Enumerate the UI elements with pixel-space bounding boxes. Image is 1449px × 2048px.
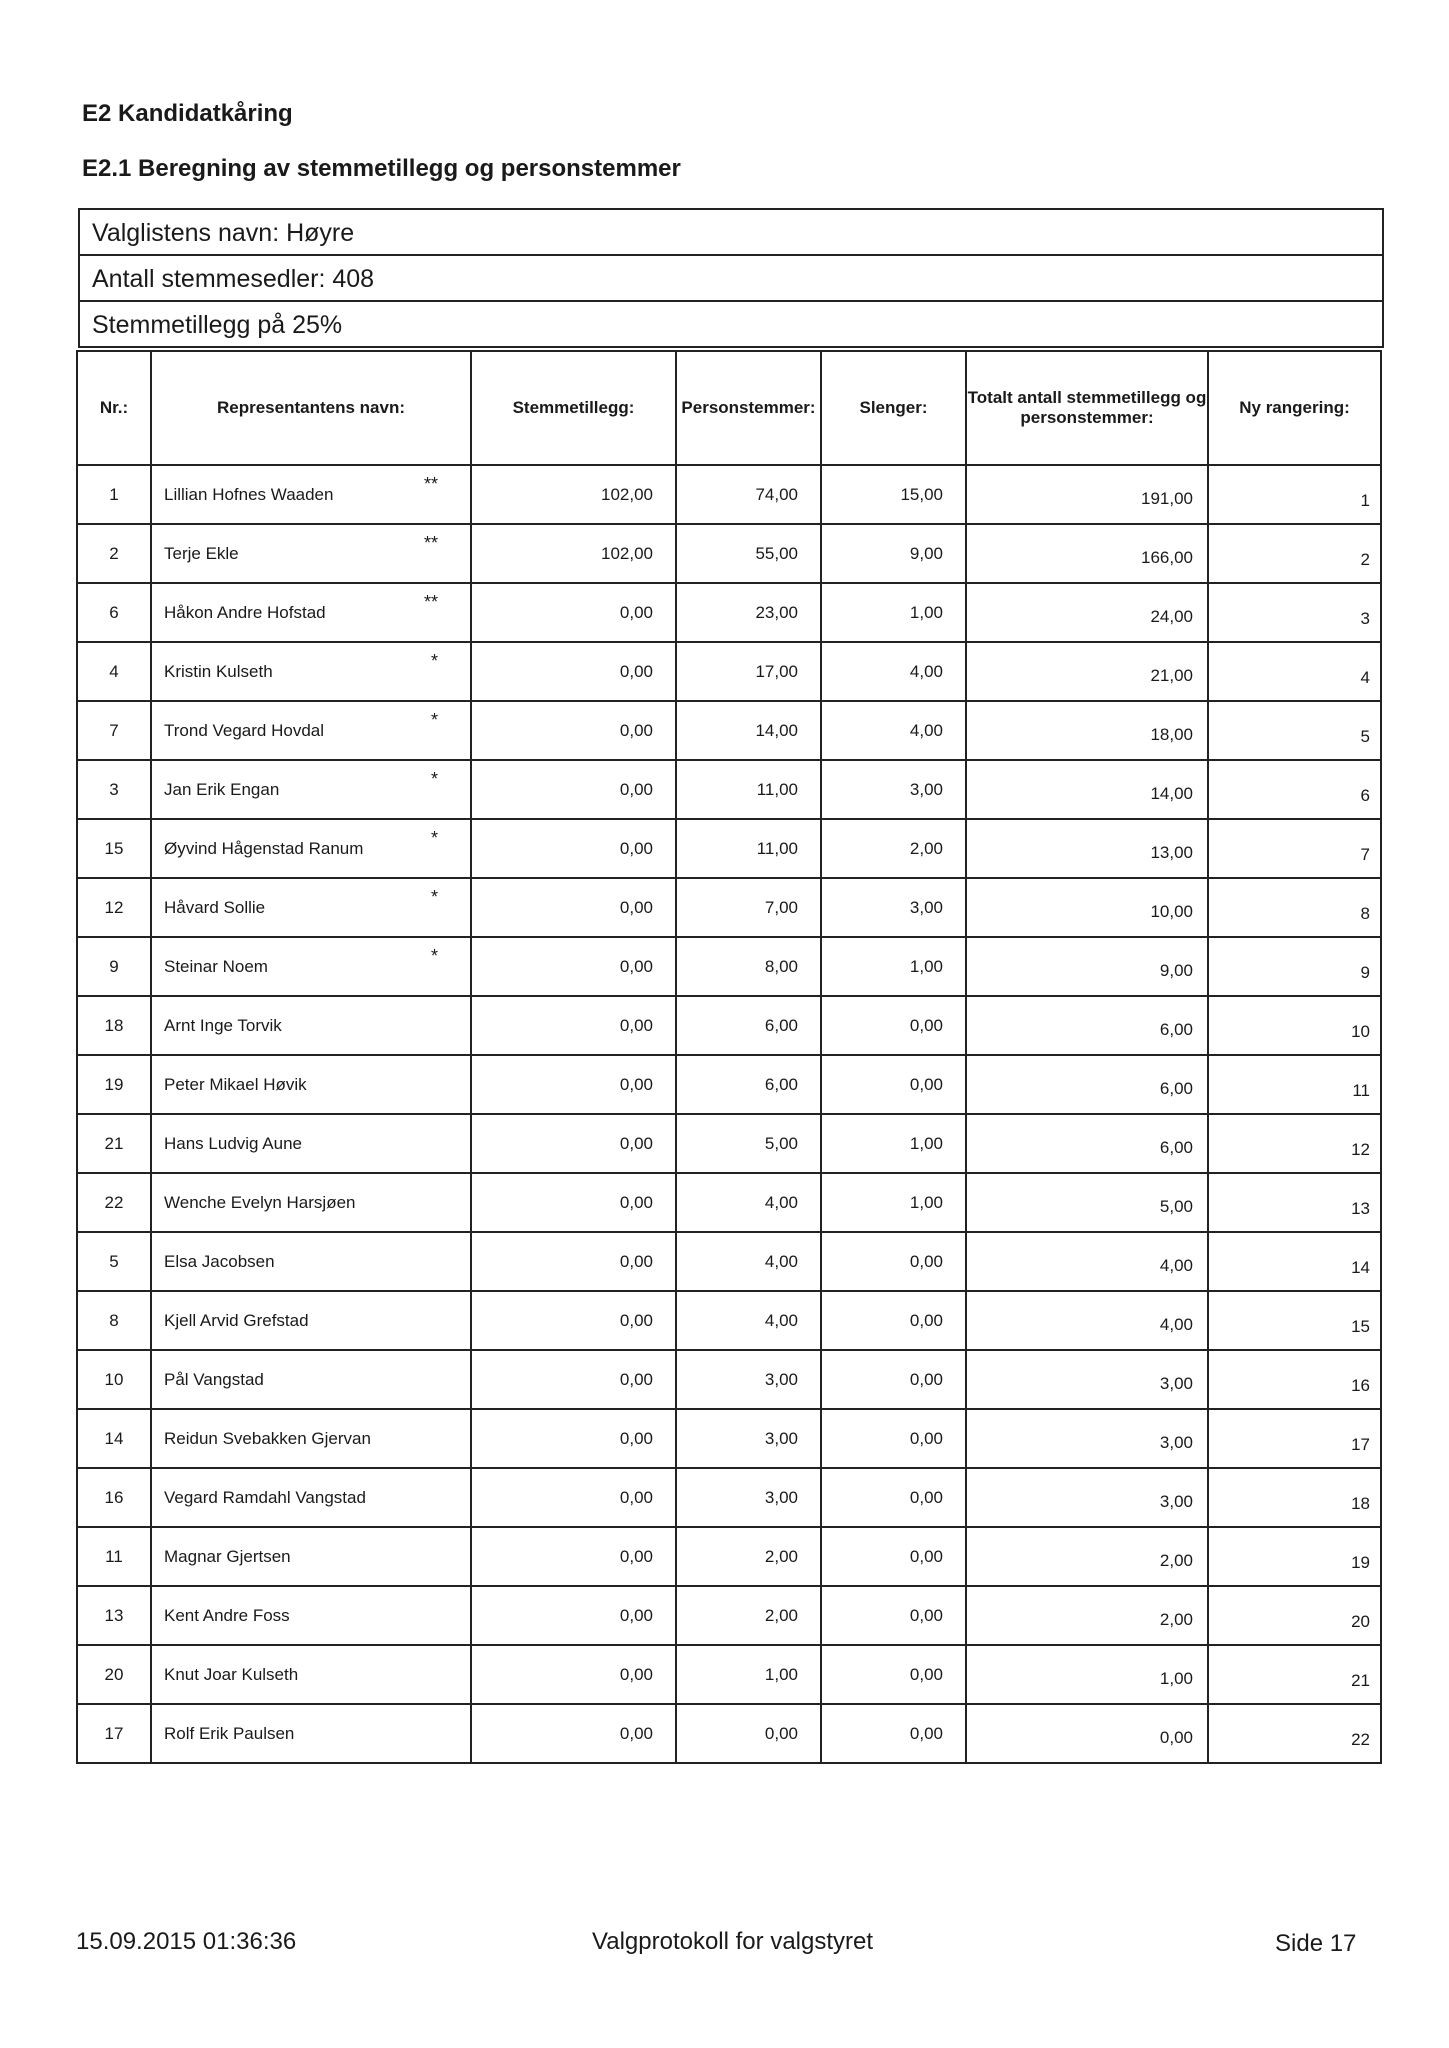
cell-total: 3,00 <box>966 1350 1208 1409</box>
cell-rank: 10 <box>1208 996 1381 1055</box>
cell-name <box>151 1350 471 1409</box>
priority-stars: ** <box>423 592 438 612</box>
cell-nr: 11 <box>77 1527 151 1586</box>
priority-stars: * <box>430 946 438 966</box>
cell-bonus: 102,00 <box>471 465 676 524</box>
cell-total: 2,00 <box>966 1527 1208 1586</box>
table-header-row <box>77 351 1381 465</box>
representative-name: Steinar Noem <box>164 956 268 976</box>
priority-stars: * <box>430 828 438 848</box>
cell-nr: 6 <box>77 583 151 642</box>
list-name: Valglistens navn: Høyre <box>80 210 1382 256</box>
cell-slenger: 0,00 <box>821 1291 966 1350</box>
header-nr: Nr.: <box>77 351 151 465</box>
cell-rank: 6 <box>1208 760 1381 819</box>
representative-name: Lillian Hofnes Waaden <box>164 484 334 504</box>
cell-nr: 10 <box>77 1350 151 1409</box>
cell-nr: 7 <box>77 701 151 760</box>
cell-personal: 11,00 <box>676 819 821 878</box>
cell-total: 4,00 <box>966 1291 1208 1350</box>
cell-bonus: 0,00 <box>471 701 676 760</box>
cell-bonus: 0,00 <box>471 583 676 642</box>
priority-stars: ** <box>423 533 438 553</box>
cell-personal: 3,00 <box>676 1350 821 1409</box>
cell-name <box>151 760 471 819</box>
header-total: Totalt antall stemmetillegg og personstemmer: <box>966 351 1208 465</box>
footer-timestamp: 15.09.2015 01:36:36 <box>76 1928 297 1955</box>
table-row <box>77 1645 1381 1704</box>
cell-rank: 17 <box>1208 1409 1381 1468</box>
table-row <box>77 701 1381 760</box>
cell-total: 14,00 <box>966 760 1208 819</box>
cell-total: 21,00 <box>966 642 1208 701</box>
table-row <box>77 878 1381 937</box>
cell-name <box>151 465 471 524</box>
cell-bonus: 0,00 <box>471 1173 676 1232</box>
cell-bonus: 0,00 <box>471 819 676 878</box>
cell-rank: 19 <box>1208 1527 1381 1586</box>
cell-slenger: 0,00 <box>821 1350 966 1409</box>
cell-personal: 55,00 <box>676 524 821 583</box>
cell-personal: 4,00 <box>676 1232 821 1291</box>
cell-total: 6,00 <box>966 996 1208 1055</box>
cell-bonus: 0,00 <box>471 1704 676 1763</box>
cell-slenger: 0,00 <box>821 1527 966 1586</box>
cell-name <box>151 1527 471 1586</box>
cell-name <box>151 642 471 701</box>
cell-nr: 12 <box>77 878 151 937</box>
cell-personal: 23,00 <box>676 583 821 642</box>
cell-name <box>151 819 471 878</box>
table-row <box>77 760 1381 819</box>
table-row <box>77 1527 1381 1586</box>
footer-title: Valgprotokoll for valgstyret <box>592 1928 874 1955</box>
cell-slenger: 1,00 <box>821 583 966 642</box>
cell-bonus: 0,00 <box>471 937 676 996</box>
priority-stars: * <box>430 651 438 671</box>
header-rank: Ny rangering: <box>1208 351 1381 465</box>
cell-total: 13,00 <box>966 819 1208 878</box>
priority-stars: * <box>430 887 438 907</box>
cell-slenger: 0,00 <box>821 996 966 1055</box>
cell-personal: 0,00 <box>676 1704 821 1763</box>
cell-slenger: 15,00 <box>821 465 966 524</box>
table-row <box>77 1055 1381 1114</box>
cell-nr: 9 <box>77 937 151 996</box>
cell-nr: 15 <box>77 819 151 878</box>
priority-stars: * <box>430 769 438 789</box>
cell-name <box>151 878 471 937</box>
table-row <box>77 1350 1381 1409</box>
cell-slenger: 0,00 <box>821 1409 966 1468</box>
cell-slenger: 2,00 <box>821 819 966 878</box>
cell-total: 4,00 <box>966 1232 1208 1291</box>
cell-nr: 19 <box>77 1055 151 1114</box>
ballot-count: Antall stemmesedler: 408 <box>80 256 1382 302</box>
table-body <box>77 465 1381 1763</box>
cell-total: 6,00 <box>966 1114 1208 1173</box>
cell-nr: 3 <box>77 760 151 819</box>
cell-total: 6,00 <box>966 1055 1208 1114</box>
cell-personal: 1,00 <box>676 1645 821 1704</box>
cell-bonus: 0,00 <box>471 996 676 1055</box>
table-row <box>77 524 1381 583</box>
representative-name: Knut Joar Kulseth <box>164 1664 299 1684</box>
table-row <box>77 583 1381 642</box>
cell-personal: 11,00 <box>676 760 821 819</box>
cell-personal: 7,00 <box>676 878 821 937</box>
cell-rank: 15 <box>1208 1291 1381 1350</box>
cell-personal: 14,00 <box>676 701 821 760</box>
cell-nr: 1 <box>77 465 151 524</box>
cell-total: 1,00 <box>966 1645 1208 1704</box>
cell-nr: 2 <box>77 524 151 583</box>
cell-slenger: 0,00 <box>821 1704 966 1763</box>
representative-name: Elsa Jacobsen <box>164 1251 275 1271</box>
cell-personal: 4,00 <box>676 1291 821 1350</box>
cell-name <box>151 524 471 583</box>
representative-name: Øyvind Hågenstad Ranum <box>164 838 364 858</box>
representative-name: Rolf Erik Paulsen <box>164 1723 295 1743</box>
cell-rank: 20 <box>1208 1586 1381 1645</box>
cell-rank: 7 <box>1208 819 1381 878</box>
section-title: E2 Kandidatkåring <box>82 100 293 127</box>
footer-page-number: Side 17 <box>1275 1930 1357 1957</box>
cell-slenger: 3,00 <box>821 760 966 819</box>
cell-name <box>151 996 471 1055</box>
cell-bonus: 0,00 <box>471 878 676 937</box>
header-bonus: Stemmetillegg: <box>471 351 676 465</box>
cell-personal: 4,00 <box>676 1173 821 1232</box>
representative-name: Kjell Arvid Grefstad <box>164 1310 309 1330</box>
table-row <box>77 1586 1381 1645</box>
cell-rank: 1 <box>1208 465 1381 524</box>
cell-total: 5,00 <box>966 1173 1208 1232</box>
cell-name <box>151 1704 471 1763</box>
cell-nr: 8 <box>77 1291 151 1350</box>
table-row <box>77 1232 1381 1291</box>
cell-bonus: 0,00 <box>471 1114 676 1173</box>
cell-bonus: 0,00 <box>471 1409 676 1468</box>
cell-slenger: 0,00 <box>821 1232 966 1291</box>
cell-slenger: 1,00 <box>821 937 966 996</box>
cell-bonus: 102,00 <box>471 524 676 583</box>
table-row <box>77 642 1381 701</box>
cell-total: 191,00 <box>966 465 1208 524</box>
cell-rank: 22 <box>1208 1704 1381 1763</box>
cell-nr: 20 <box>77 1645 151 1704</box>
cell-bonus: 0,00 <box>471 642 676 701</box>
cell-name <box>151 1645 471 1704</box>
header-slenger: Slenger: <box>821 351 966 465</box>
table-row <box>77 465 1381 524</box>
cell-rank: 9 <box>1208 937 1381 996</box>
priority-stars: * <box>430 710 438 730</box>
cell-name <box>151 937 471 996</box>
table-row <box>77 996 1381 1055</box>
table-row <box>77 937 1381 996</box>
priority-stars: ** <box>423 474 438 494</box>
cell-personal: 74,00 <box>676 465 821 524</box>
cell-rank: 14 <box>1208 1232 1381 1291</box>
cell-slenger: 4,00 <box>821 701 966 760</box>
cell-bonus: 0,00 <box>471 1055 676 1114</box>
cell-name <box>151 1468 471 1527</box>
cell-name <box>151 1173 471 1232</box>
table-row <box>77 1114 1381 1173</box>
cell-nr: 17 <box>77 1704 151 1763</box>
cell-slenger: 1,00 <box>821 1114 966 1173</box>
table-row <box>77 1409 1381 1468</box>
cell-slenger: 0,00 <box>821 1645 966 1704</box>
cell-bonus: 0,00 <box>471 1468 676 1527</box>
subsection-title: E2.1 Beregning av stemmetillegg og personstemmer <box>82 155 681 182</box>
cell-bonus: 0,00 <box>471 1291 676 1350</box>
cell-total: 3,00 <box>966 1409 1208 1468</box>
cell-nr: 21 <box>77 1114 151 1173</box>
cell-personal: 3,00 <box>676 1409 821 1468</box>
cell-name <box>151 1291 471 1350</box>
header-name: Representantens navn: <box>151 351 471 465</box>
cell-rank: 16 <box>1208 1350 1381 1409</box>
cell-nr: 18 <box>77 996 151 1055</box>
cell-slenger: 1,00 <box>821 1173 966 1232</box>
cell-total: 24,00 <box>966 583 1208 642</box>
cell-rank: 12 <box>1208 1114 1381 1173</box>
representative-name: Håkon Andre Hofstad <box>164 602 326 622</box>
cell-personal: 6,00 <box>676 1055 821 1114</box>
cell-nr: 13 <box>77 1586 151 1645</box>
cell-rank: 3 <box>1208 583 1381 642</box>
cell-total: 166,00 <box>966 524 1208 583</box>
header-personal: Personstemmer: <box>676 351 821 465</box>
representative-name: Håvard Sollie <box>164 897 266 917</box>
cell-bonus: 0,00 <box>471 760 676 819</box>
cell-total: 0,00 <box>966 1704 1208 1763</box>
cell-nr: 4 <box>77 642 151 701</box>
cell-personal: 6,00 <box>676 996 821 1055</box>
cell-bonus: 0,00 <box>471 1586 676 1645</box>
table-row <box>77 1704 1381 1763</box>
cell-personal: 8,00 <box>676 937 821 996</box>
representative-name: Jan Erik Engan <box>164 779 280 799</box>
cell-slenger: 0,00 <box>821 1468 966 1527</box>
cell-slenger: 4,00 <box>821 642 966 701</box>
representative-name: Trond Vegard Hovdal <box>164 720 325 740</box>
representative-name: Pål Vangstad <box>164 1369 264 1389</box>
cell-name <box>151 1586 471 1645</box>
representative-name: Kent Andre Foss <box>164 1605 290 1625</box>
cell-rank: 5 <box>1208 701 1381 760</box>
cell-total: 2,00 <box>966 1586 1208 1645</box>
table-row <box>77 819 1381 878</box>
cell-slenger: 0,00 <box>821 1586 966 1645</box>
representative-name: Arnt Inge Torvik <box>164 1015 282 1035</box>
cell-personal: 17,00 <box>676 642 821 701</box>
cell-name <box>151 701 471 760</box>
representative-name: Peter Mikael Høvik <box>164 1074 307 1094</box>
cell-total: 3,00 <box>966 1468 1208 1527</box>
cell-name <box>151 1114 471 1173</box>
cell-nr: 16 <box>77 1468 151 1527</box>
representative-name: Terje Ekle <box>164 543 239 563</box>
cell-rank: 13 <box>1208 1173 1381 1232</box>
cell-rank: 21 <box>1208 1645 1381 1704</box>
cell-nr: 5 <box>77 1232 151 1291</box>
representative-name: Wenche Evelyn Harsjøen <box>164 1192 356 1212</box>
representative-name: Reidun Svebakken Gjervan <box>164 1428 371 1448</box>
cell-total: 18,00 <box>966 701 1208 760</box>
cell-total: 10,00 <box>966 878 1208 937</box>
cell-bonus: 0,00 <box>471 1350 676 1409</box>
cell-personal: 5,00 <box>676 1114 821 1173</box>
cell-nr: 14 <box>77 1409 151 1468</box>
cell-name <box>151 583 471 642</box>
cell-bonus: 0,00 <box>471 1645 676 1704</box>
cell-name <box>151 1232 471 1291</box>
bonus-percentage: Stemmetillegg på 25% <box>80 302 1382 348</box>
cell-rank: 4 <box>1208 642 1381 701</box>
cell-slenger: 0,00 <box>821 1055 966 1114</box>
cell-personal: 3,00 <box>676 1468 821 1527</box>
cell-nr: 22 <box>77 1173 151 1232</box>
cell-personal: 2,00 <box>676 1527 821 1586</box>
cell-slenger: 9,00 <box>821 524 966 583</box>
representative-name: Kristin Kulseth <box>164 661 273 681</box>
cell-bonus: 0,00 <box>471 1232 676 1291</box>
table-row <box>77 1468 1381 1527</box>
cell-rank: 18 <box>1208 1468 1381 1527</box>
representative-name: Magnar Gjertsen <box>164 1546 291 1566</box>
table-row <box>77 1173 1381 1232</box>
representative-name: Vegard Ramdahl Vangstad <box>164 1487 366 1507</box>
cell-bonus: 0,00 <box>471 1527 676 1586</box>
cell-rank: 2 <box>1208 524 1381 583</box>
cell-total: 9,00 <box>966 937 1208 996</box>
cell-personal: 2,00 <box>676 1586 821 1645</box>
table-row <box>77 1291 1381 1350</box>
list-info-box <box>78 208 1384 348</box>
cell-name <box>151 1055 471 1114</box>
cell-rank: 8 <box>1208 878 1381 937</box>
cell-rank: 11 <box>1208 1055 1381 1114</box>
cell-slenger: 3,00 <box>821 878 966 937</box>
representative-name: Hans Ludvig Aune <box>164 1133 302 1153</box>
votes-table <box>76 350 1382 1764</box>
cell-name <box>151 1409 471 1468</box>
